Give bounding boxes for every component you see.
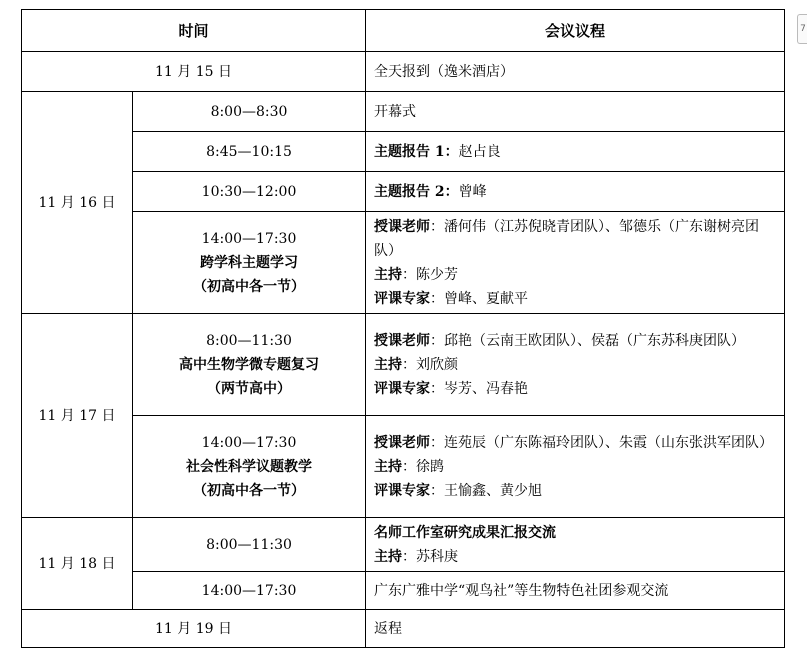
session-note: （初高中各一节） <box>193 482 305 499</box>
session-cell <box>133 314 366 416</box>
host-value: ：苏科庚 <box>402 548 459 565</box>
expert-value: ：王愉鑫、黄少旭 <box>430 482 543 499</box>
expert-value: ：岑芳、冯春艳 <box>430 380 529 397</box>
report-label: 主题报告 2： <box>374 183 459 200</box>
host-line <box>374 545 776 569</box>
header-row <box>22 10 785 52</box>
teacher-label: 授课老师 <box>374 332 431 349</box>
teacher-value: ：邱艳（云南王欧团队）、侯磊（广东苏科庚团队） <box>430 332 746 349</box>
host-label: 主持 <box>374 458 403 475</box>
session-cell <box>133 212 366 314</box>
event-cell: 开幕式 <box>366 92 785 132</box>
expert-label: 评课专家 <box>374 482 431 499</box>
table-row <box>22 572 785 610</box>
host-label: 主持 <box>374 266 403 283</box>
time-cell: 14:00—17:30 <box>133 572 366 610</box>
time-cell: 8:45—10:15 <box>133 132 366 172</box>
session-name: 高中生物学微专题复习 <box>179 356 319 373</box>
event-title: 广东广雅中学“观鸟社”等生物特色社团参观交流 <box>366 572 785 610</box>
host-value: ：徐鹍 <box>402 458 445 475</box>
teacher-label: 授课老师 <box>374 218 431 235</box>
table-row <box>22 212 785 314</box>
time-cell: 8:00—11:30 <box>133 518 366 572</box>
teacher-label: 授课老师 <box>374 434 431 451</box>
teacher-line <box>374 431 776 455</box>
host-line <box>374 263 776 287</box>
teacher-value: ：潘何伟（江苏倪晓青团队）、邹德乐（广东谢树亮团队） <box>374 218 760 259</box>
event-cell <box>366 172 785 212</box>
header-time: 时间 <box>22 10 366 52</box>
table-row <box>22 172 785 212</box>
date-cell: 11 月 17 日 <box>22 314 133 518</box>
expert-label: 评课专家 <box>374 290 431 307</box>
time-cell: 8:00—8:30 <box>133 92 366 132</box>
host-line <box>374 353 776 377</box>
session-time: 8:00—11:30 <box>206 332 292 349</box>
session-time: 14:00—17:30 <box>201 434 297 451</box>
host-label: 主持 <box>374 356 403 373</box>
teacher-line <box>374 215 776 263</box>
session-name: 社会性科学议题教学 <box>186 458 312 475</box>
event-cell: 全天报到（逸米酒店） <box>366 52 785 92</box>
date-cell: 11 月 19 日 <box>22 610 366 648</box>
expert-line <box>374 479 776 503</box>
expert-line <box>374 377 776 401</box>
date-cell: 11 月 18 日 <box>22 518 133 610</box>
side-tab[interactable]: 7 <box>797 14 807 44</box>
teacher-value: ：连苑辰（广东陈福玲团队）、朱霞（山东张洪军团队） <box>430 434 774 451</box>
session-note: （初高中各一节） <box>193 278 305 295</box>
event-title: 名师工作室研究成果汇报交流 <box>374 524 557 541</box>
header-agenda: 会议议程 <box>366 10 785 52</box>
teacher-line <box>374 329 776 353</box>
expert-line <box>374 287 776 311</box>
table-row <box>22 92 785 132</box>
report-speaker: 曾峰 <box>458 183 487 200</box>
agenda-table <box>21 9 785 648</box>
host-value: ：刘欣颜 <box>402 356 459 373</box>
event-cell <box>366 518 785 572</box>
date-cell: 11 月 16 日 <box>22 92 133 314</box>
host-label: 主持 <box>374 548 403 565</box>
table-row <box>22 416 785 518</box>
report-label: 主题报告 1： <box>374 143 459 160</box>
table-row <box>22 132 785 172</box>
event-cell <box>366 212 785 314</box>
host-value: ：陈少芳 <box>402 266 459 283</box>
event-cell <box>366 416 785 518</box>
table-row <box>22 610 785 648</box>
expert-value: ：曾峰、夏献平 <box>430 290 529 307</box>
table-row <box>22 314 785 416</box>
expert-label: 评课专家 <box>374 380 431 397</box>
time-cell: 10:30—12:00 <box>133 172 366 212</box>
session-time: 14:00—17:30 <box>201 230 297 247</box>
table-row <box>22 518 785 572</box>
event-cell <box>366 314 785 416</box>
report-speaker: 赵占良 <box>458 143 501 160</box>
session-cell <box>133 416 366 518</box>
event-cell: 返程 <box>366 610 785 648</box>
host-line <box>374 455 776 479</box>
session-note: （两节高中） <box>207 380 291 397</box>
date-cell: 11 月 15 日 <box>22 52 366 92</box>
session-name: 跨学科主题学习 <box>200 254 298 271</box>
table-row <box>22 52 785 92</box>
event-cell <box>366 132 785 172</box>
